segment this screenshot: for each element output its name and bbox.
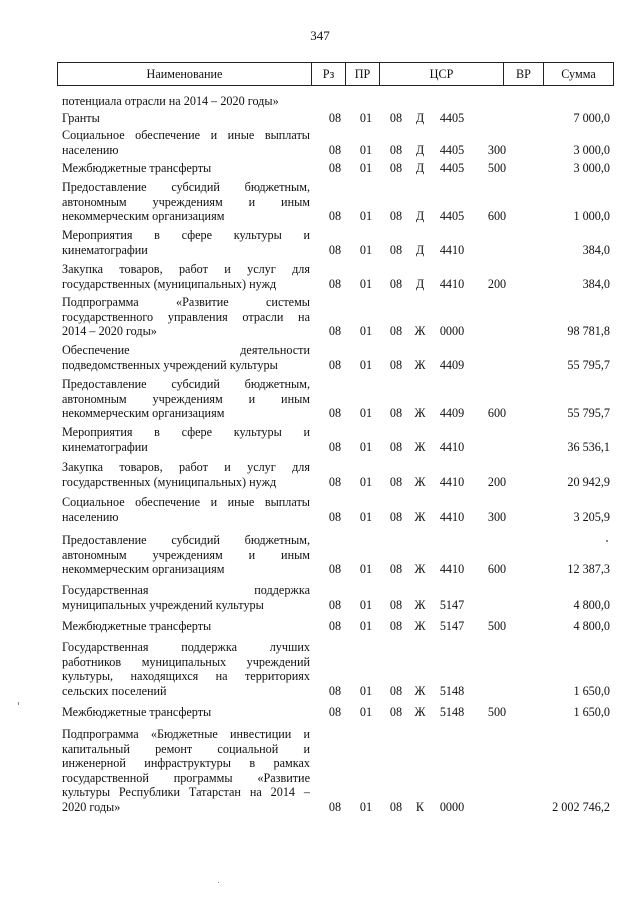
cell-c3: 4410: [439, 509, 465, 524]
cell-pr: 01: [359, 406, 373, 421]
cell-c1: 08: [389, 111, 403, 125]
cell-sum: 1 000,0: [573, 209, 610, 224]
cell-c3: 4405: [439, 111, 465, 125]
table-row: [62, 111, 610, 126]
cell-pr: 01: [359, 161, 373, 175]
cell-sum: 1 650,0: [573, 683, 610, 698]
table-row: [62, 262, 610, 291]
cell-pr: 01: [359, 209, 373, 224]
table-row: [62, 619, 610, 634]
cell-c3: 4405: [439, 161, 465, 175]
cell-c2: Д: [415, 142, 425, 157]
cell-c3: 5148: [439, 683, 465, 698]
cell-sum: 98 781,8: [567, 324, 610, 339]
cell-rz: 08: [328, 800, 342, 814]
cell-c1: 08: [389, 562, 403, 577]
cell-c2: Д: [415, 111, 425, 125]
cell-rz: 08: [328, 562, 342, 577]
cell-c3: 4409: [439, 357, 465, 372]
cell-sum: 20 942,9: [567, 474, 610, 489]
header-sum: Сумма: [543, 63, 613, 85]
table-header: [57, 62, 614, 86]
header-pr: ПР: [345, 63, 379, 85]
cell-pr: 01: [359, 242, 373, 257]
cell-c2: Д: [415, 161, 425, 175]
cell-sum: 3 000,0: [573, 142, 610, 157]
cell-c1: 08: [389, 209, 403, 224]
cell-c2: Ж: [414, 474, 426, 489]
row-name: Межбюджетные трансферты: [62, 161, 212, 175]
cell-c3: 0000: [439, 324, 465, 339]
cell-pr: 01: [359, 474, 373, 489]
cell-sum: 384,0: [582, 242, 610, 257]
cell-c1: 08: [389, 619, 403, 633]
header-csr: ЦСР: [379, 63, 503, 85]
cell-sum: 55 795,7: [567, 357, 610, 372]
row-name: Закупка товаров, работ и услуг для государственных (муниципальных) нужд: [62, 262, 310, 291]
table-row: [62, 295, 610, 339]
cell-c1: 08: [389, 800, 403, 814]
cell-c2: Ж: [414, 324, 426, 339]
cell-c2: Ж: [414, 357, 426, 372]
cell-rz: 08: [328, 705, 342, 719]
table-row: [62, 180, 610, 224]
table-row: [62, 94, 610, 109]
cell-pr: 01: [359, 597, 373, 612]
table-row: [62, 705, 610, 720]
scan-speck: [606, 540, 608, 542]
row-name: Гранты: [62, 111, 100, 125]
cell-rz: 08: [328, 683, 342, 698]
row-name: Обеспечение деятельности подведомственных учреждений культуры: [62, 343, 310, 372]
cell-vr: 200: [487, 474, 507, 489]
cell-c1: 08: [389, 597, 403, 612]
cell-rz: 08: [328, 619, 342, 633]
table-row: [62, 640, 610, 698]
cell-pr: 01: [359, 683, 373, 698]
cell-c2: Ж: [414, 509, 426, 524]
cell-rz: 08: [328, 209, 342, 224]
cell-rz: 08: [328, 474, 342, 489]
cell-c2: Ж: [414, 619, 426, 633]
table-row: [62, 533, 610, 577]
cell-vr: 600: [487, 562, 507, 577]
cell-sum: 55 795,7: [567, 406, 610, 421]
header-name: Наименование: [146, 67, 223, 81]
cell-pr: 01: [359, 142, 373, 157]
table-row: [62, 377, 610, 421]
table-row: [62, 425, 610, 454]
row-name: Государственная поддержка муниципальных учреждений культуры: [62, 583, 310, 612]
row-name: Мероприятия в сфере культуры и кинематографии: [62, 425, 310, 454]
cell-c1: 08: [389, 439, 403, 454]
cell-c3: 5147: [439, 619, 465, 633]
cell-c1: 08: [389, 357, 403, 372]
cell-c2: Д: [415, 209, 425, 224]
cell-pr: 01: [359, 111, 373, 125]
cell-sum: 7 000,0: [573, 111, 610, 125]
cell-vr: 600: [487, 209, 507, 224]
cell-c1: 08: [389, 276, 403, 291]
scan-speck: [18, 702, 19, 705]
cell-c1: 08: [389, 142, 403, 157]
cell-c2: Ж: [414, 597, 426, 612]
cell-c1: 08: [389, 324, 403, 339]
cell-rz: 08: [328, 357, 342, 372]
cell-c2: К: [415, 800, 425, 814]
cell-sum: 36 536,1: [567, 439, 610, 454]
cell-c3: 4410: [439, 276, 465, 291]
cell-c3: 4410: [439, 562, 465, 577]
cell-sum: 4 800,0: [573, 619, 610, 633]
cell-c1: 08: [389, 683, 403, 698]
row-name: Подпрограмма «Бюджетные инвестиции и капитальный ремонт социальной и инженерной инфраструктуры в рамках государственной программы «Развитие культуры Республики Татарстан на 2014 – 2020 годы»: [62, 727, 310, 814]
cell-rz: 08: [328, 111, 342, 125]
cell-c3: 5147: [439, 597, 465, 612]
cell-vr: 300: [487, 142, 507, 157]
header-vr: ВР: [503, 63, 543, 85]
cell-c2: Д: [415, 276, 425, 291]
cell-rz: 08: [328, 597, 342, 612]
cell-c1: 08: [389, 161, 403, 175]
cell-c1: 08: [389, 474, 403, 489]
cell-c3: 4410: [439, 474, 465, 489]
row-name: Социальное обеспечение и иные выплаты населению: [62, 495, 310, 524]
cell-sum: 1 650,0: [573, 705, 610, 719]
cell-vr: 500: [487, 705, 507, 719]
cell-c3: 4410: [439, 439, 465, 454]
cell-c1: 08: [389, 242, 403, 257]
cell-c3: 4410: [439, 242, 465, 257]
cell-sum: 12 387,3: [567, 562, 610, 577]
cell-rz: 08: [328, 406, 342, 421]
cell-vr: 500: [487, 161, 507, 175]
cell-c1: 08: [389, 406, 403, 421]
cell-c2: Ж: [414, 683, 426, 698]
table-row: [62, 128, 610, 157]
cell-c3: 0000: [439, 800, 465, 814]
cell-c3: 4405: [439, 209, 465, 224]
table-row: [62, 583, 610, 612]
table-row: [62, 460, 610, 489]
row-name: Предоставление субсидий бюджетным, автономным учреждениям и иным некоммерческим организациям: [62, 533, 310, 577]
cell-c3: 5148: [439, 705, 465, 719]
cell-rz: 08: [328, 439, 342, 454]
cell-sum: 2 002 746,2: [552, 800, 610, 814]
cell-pr: 01: [359, 509, 373, 524]
cell-c2: Д: [415, 242, 425, 257]
table-row: [62, 343, 610, 372]
cell-c2: Ж: [414, 562, 426, 577]
cell-pr: 01: [359, 357, 373, 372]
row-name: Социальное обеспечение и иные выплаты населению: [62, 128, 310, 157]
cell-pr: 01: [359, 800, 373, 814]
cell-pr: 01: [359, 439, 373, 454]
cell-pr: 01: [359, 562, 373, 577]
cell-c3: 4409: [439, 406, 465, 421]
cell-c2: Ж: [414, 439, 426, 454]
table-row: [62, 228, 610, 257]
cell-rz: 08: [328, 276, 342, 291]
table-row: [62, 727, 610, 815]
cell-vr: 600: [487, 406, 507, 421]
table-row: [62, 161, 610, 176]
cell-c3: 4405: [439, 142, 465, 157]
cell-vr: 200: [487, 276, 507, 291]
cell-rz: 08: [328, 324, 342, 339]
row-name: потенциала отрасли на 2014 – 2020 годы»: [62, 94, 279, 108]
cell-rz: 08: [328, 509, 342, 524]
row-name: Государственная поддержка лучших работников муниципальных учреждений культуры, находящихся на территориях сельских поселений: [62, 640, 310, 698]
cell-sum: 384,0: [582, 276, 610, 291]
cell-sum: 3 000,0: [573, 161, 610, 175]
cell-rz: 08: [328, 142, 342, 157]
row-name: Мероприятия в сфере культуры и кинематографии: [62, 228, 310, 257]
cell-pr: 01: [359, 619, 373, 633]
row-name: Закупка товаров, работ и услуг для государственных (муниципальных) нужд: [62, 460, 310, 489]
row-name: Предоставление субсидий бюджетным, автономным учреждениям и иным некоммерческим организациям: [62, 180, 310, 224]
cell-rz: 08: [328, 161, 342, 175]
cell-c1: 08: [389, 705, 403, 719]
cell-rz: 08: [328, 242, 342, 257]
row-name: Межбюджетные трансферты: [62, 619, 212, 633]
page-number: 347: [310, 28, 330, 43]
cell-sum: 4 800,0: [573, 597, 610, 612]
scan-speck: [218, 882, 219, 883]
cell-pr: 01: [359, 324, 373, 339]
header-rz: Рз: [311, 63, 345, 85]
cell-c1: 08: [389, 509, 403, 524]
cell-pr: 01: [359, 276, 373, 291]
cell-vr: 500: [487, 619, 507, 633]
row-name: Подпрограмма «Развитие системы государственного управления отрасли на 2014 – 2020 годы»: [62, 295, 310, 339]
cell-sum: 3 205,9: [573, 509, 610, 524]
table-row: [62, 495, 610, 524]
cell-c2: Ж: [414, 705, 426, 719]
cell-c2: Ж: [414, 406, 426, 421]
cell-vr: 300: [487, 509, 507, 524]
cell-pr: 01: [359, 705, 373, 719]
row-name: Межбюджетные трансферты: [62, 705, 212, 719]
row-name: Предоставление субсидий бюджетным, автономным учреждениям и иным некоммерческим организациям: [62, 377, 310, 421]
